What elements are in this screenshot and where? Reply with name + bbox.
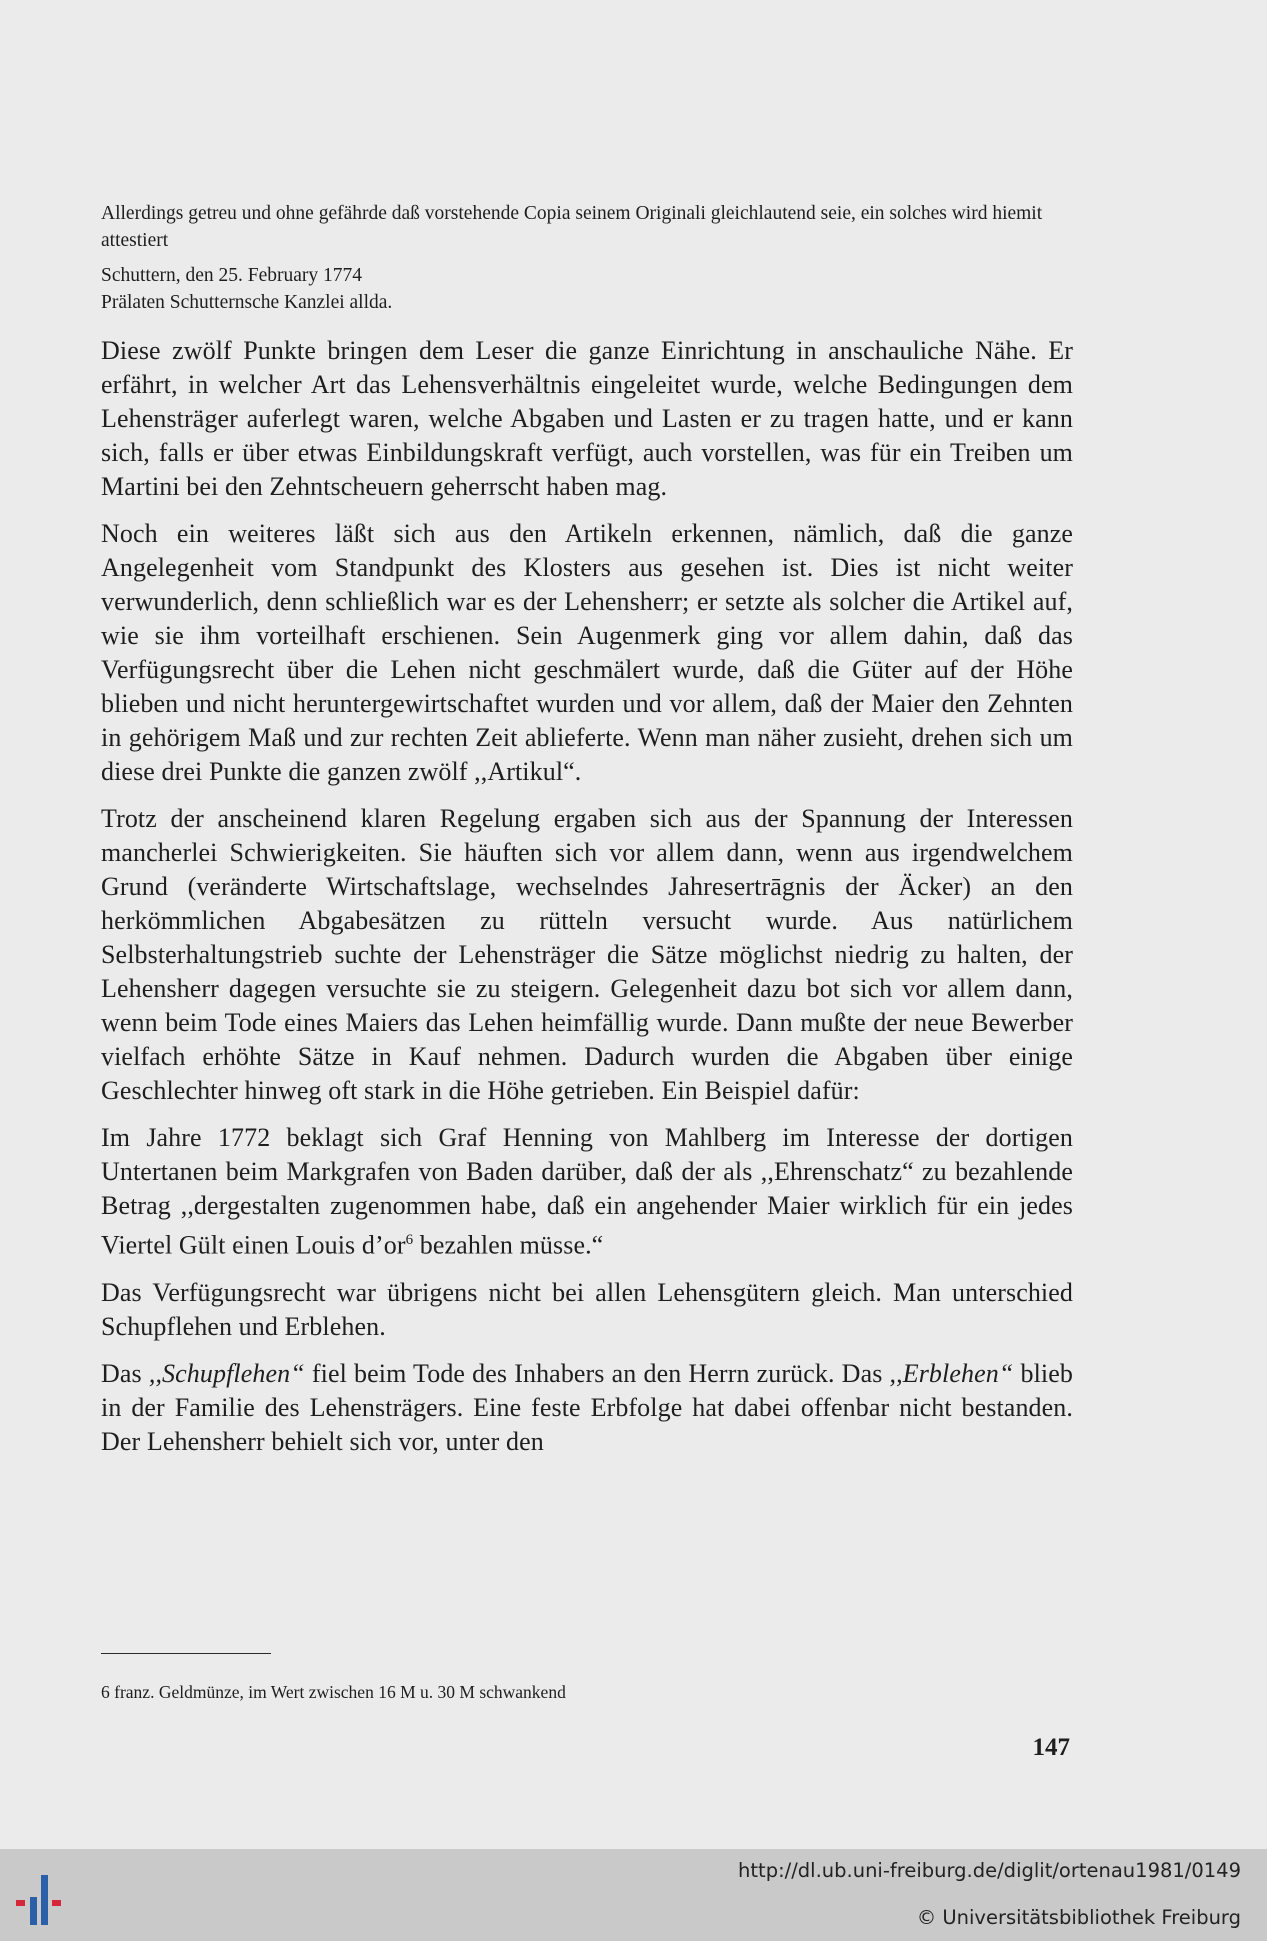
attestation-place-date: Schuttern, den 25. February 1774 (101, 265, 363, 286)
attestation-signature (101, 262, 1073, 316)
paragraph-3: Trotz der anscheinend klaren Regelung ergaben sich aus der Spannung der Interessen mancherlei Schwierigkeiten. Sie häuften sich vor allem dann, wenn aus irgendwelchem Grund (veränderte Wirtschaftslage, wechselndes Jahresertrāgnis der Äcker) an den herkömmlichen Abgabesätzen zu rütteln versucht wurde. Aus natürlichem Selbsterhaltungstrieb suchte der Lehensträger die Sätze möglichst niedrig zu halten, der Lehensherr dagegen versuchte sie zu steigern. Gelegenheit dazu bot sich vor allem dann, wenn beim Tode eines Maiers das Lehen heimfällig wurde. Dann mußte der neue Bewerber vielfach erhöhte Sätze in Kauf nehmen. Dadurch wurden die Abgaben über einige Geschlechter hinweg oft stark in die Höhe getrieben. Ein Beispiel dafür: (101, 804, 1073, 1105)
page-number: 147 (1032, 1734, 1070, 1761)
copyright-notice: © Universitätsbibliothek Freiburg (916, 1906, 1241, 1929)
paragraph-4-end: bezahlen müsse.“ (413, 1230, 604, 1260)
footer-bar (0, 1849, 1267, 1941)
attestation-line: Allerdings getreu und ohne gefährde daß vorstehende Copia seinem Originali gleichlautend seie, ein solches wird hiemit attestiert (101, 203, 1043, 251)
ub-freiburg-logo-icon[interactable] (14, 1869, 78, 1931)
paragraph-6-middle: fiel beim Tode des Inhabers an den Herrn zurück. Das (304, 1358, 890, 1388)
paragraph-5: Das Verfügungsrecht war übrigens nicht bei allen Lehensgütern gleich. Man unterschied Schupflehen und Erblehen. (101, 1277, 1073, 1341)
source-url-link[interactable]: http://dl.ub.uni-freiburg.de/diglit/ortenau1981/0149 (738, 1859, 1241, 1882)
attestation-office: Prälaten Schutternsche Kanzlei allda. (101, 292, 393, 313)
term-erblehen: ,,Erblehen“ (889, 1358, 1014, 1388)
footnote-reference: 6 (405, 1232, 414, 1248)
page-content (101, 200, 1073, 1459)
paragraph-6-end: blieb in der Familie des Lehensträgers. Eine feste Erbfolge hat dabei offenbar nicht bestanden. Der Lehensherr behielt sich vor, unter den (101, 1358, 1073, 1456)
paragraph-1: Diese zwölf Punkte bringen dem Leser die ganze Einrichtung in anschauliche Nähe. Er erfährt, in welcher Art das Lehensverhältnis eingeleitet wurde, welche Bedingungen dem Lehensträger auferlegt waren, welche Abgaben und Lasten er zu tragen hatte, und er kann sich, falls er über etwas Einbildungskraft verfügt, auch vorstellen, was für ein Treiben um Martini bei den Zehntscheuern geherrscht haben mag. (101, 336, 1073, 501)
paragraph-6-start: Das (101, 1358, 149, 1388)
paragraph-2: Noch ein weiteres läßt sich aus den Artikeln erkennen, nämlich, daß die ganze Angelegenheit vom Standpunkt des Klosters aus gesehen ist. Dies ist nicht weiter verwunderlich, denn schließlich war es der Lehensherr; er setzte als solcher die Artikel auf, wie sie ihm vorteilhaft erschienen. Sein Augenmerk ging vor allem dahin, daß das Verfügungsrecht über die Lehen nicht geschmälert wurde, daß die Güter auf der Höhe blieben und nicht heruntergewirtschaftet wurden und vor allem, daß der Maier den Zehnten in gehörigem Maß und zur rechten Zeit ablieferte. Wenn man näher zusieht, drehen sich um diese drei Punkte die ganzen zwölf ,,Artikul“. (101, 519, 1073, 786)
footnote-divider (101, 1653, 271, 1654)
footnote: 6 franz. Geldmünze, im Wert zwischen 16 M u. 30 M schwankend (101, 1682, 566, 1702)
paragraph-4 (101, 1121, 1073, 1263)
term-schupflehen: ,,Schupflehen“ (148, 1358, 305, 1388)
paragraph-6 (101, 1357, 1073, 1459)
paragraph-4-text: Im Jahre 1772 beklagt sich Graf Henning von Mahlberg im Interesse der dortigen Untertanen beim Markgrafen von Baden darüber, daß der als ,,Ehrenschatz“ zu bezahlende Betrag ,,dergestalten zugenommen habe, daß ein angehender Maier wirklich für ein jedes Viertel Gült einen Louis d’or (101, 1123, 1073, 1260)
